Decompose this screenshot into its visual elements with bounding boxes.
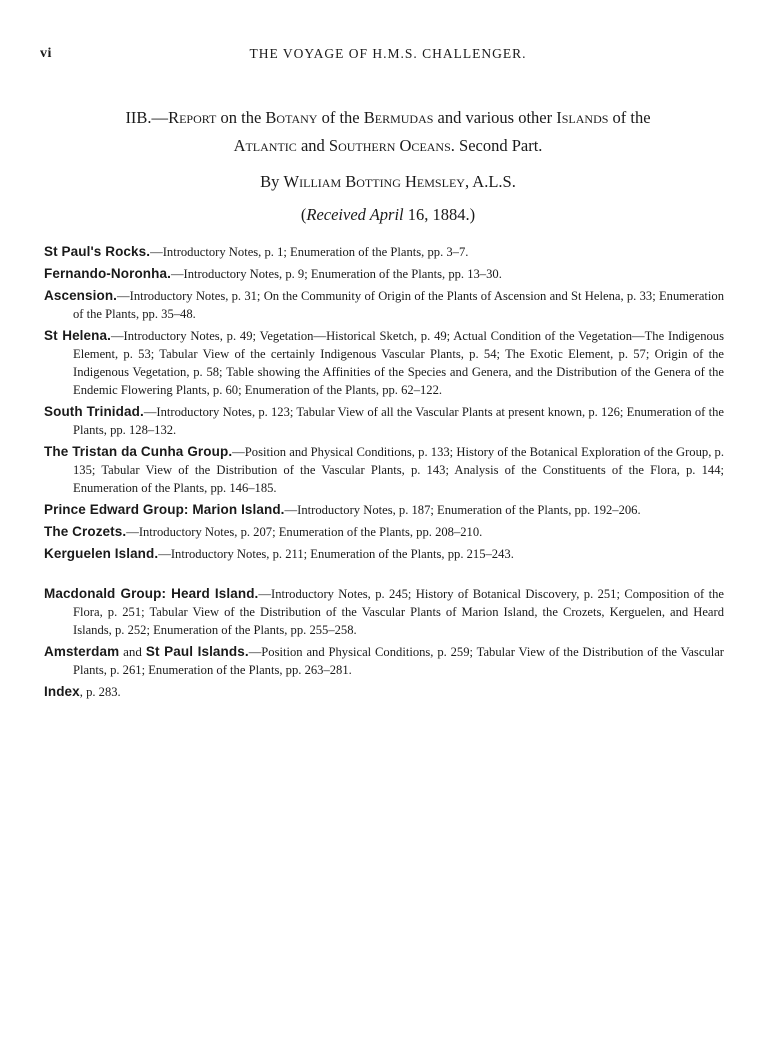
contents-entry-index [44,683,724,701]
entry-text: —Introductory Notes, p. 245; History of Botanical Discovery, p. 251; Composition of the Flora, p. 251; Tabular View of the Distribution of the Vascular Plants of Marion Island, the Crozets, Kerguelen, and Heard Islands, p. 252; Enumeration of the Plants, pp. 255–258. [73,587,724,637]
title-fragment: of the [608,108,651,127]
entry-heading: The Crozets. [44,524,127,539]
entry-heading: South Trinidad. [44,404,144,419]
contents-entry-macdonald-group [44,585,724,639]
entry-text: —Introductory Notes, p. 211; Enumeration of the Plants, pp. 215–243. [158,547,514,561]
entry-heading: Kerguelen Island. [44,546,159,561]
title-word-southern-oceans: Southern Oceans [328,136,451,155]
received-date [40,205,736,225]
title-word-islands: Islands [556,108,609,127]
contents-list [44,243,724,701]
contents-entry-prince-edward-group [44,501,724,519]
byline-prefix: By [260,172,284,191]
author-credentials: , A.L.S. [464,172,516,191]
report-title-line-2 [40,132,736,160]
entry-text: —Introductory Notes, p. 187; Enumeration of the Plants, pp. 192–206. [284,503,641,517]
entry-heading-join: and [119,644,146,659]
entry-heading: Ascension. [44,288,118,303]
title-fragment: and [296,136,329,155]
title-word-botany: Botany [265,108,318,127]
entry-text: —Introductory Notes, p. 1; Enumeration of the Plants, pp. 3–7. [150,245,469,259]
title-word-report: Report [168,108,217,127]
received-open-paren: ( [300,205,307,224]
report-title-line-1 [40,104,736,132]
report-number: IIB.— [125,108,169,127]
contents-entry-tristan-da-cunha [44,443,724,497]
contents-entry-ascension [44,287,724,323]
received-date-value: 16, 1884.) [403,205,476,224]
entry-heading: St Helena. [44,328,111,343]
entry-text: —Introductory Notes, p. 123; Tabular View of all the Vascular Plants at present known, p. 126; Enumeration of the Plants, pp. 128–132. [73,405,724,437]
contents-entry-st-helena [44,327,724,399]
byline [40,172,736,192]
entry-text: —Position and Physical Conditions, p. 133; History of the Botanical Exploration of the Group, p. 135; Tabular View of the Distribution of the Vascular Plants, p. 143; Analysis of the Constituents of the Flora, p. 144; Enumeration of the Plants, pp. 146–185. [73,445,724,495]
title-word-atlantic: Atlantic [233,136,297,155]
entry-heading-second: St Paul Islands. [145,644,249,659]
entry-text: —Introductory Notes, p. 207; Enumeration of the Plants, pp. 208–210. [126,525,483,539]
page-number: vi [40,46,52,61]
entry-text: —Introductory Notes, p. 49; Vegetation—Historical Sketch, p. 49; Actual Condition of the Vegetation—The Indigenous Element, p. 53; Tabular View of the certainly Indigenous Vascular Plants, p. 54; The Exotic Element, p. 57; Origin of the Indigenous Vegetation, p. 58; Table showing the Affinities of the Species and Genera, and the Distribution of the Genera of the Endemic Flowering Plants, p. 60; Enumeration of the Plants, pp. 62–122. [73,329,724,397]
contents-entry-st-pauls-rocks [44,243,724,261]
title-second-part: . Second Part. [450,136,543,155]
title-fragment: of the [317,108,364,127]
entry-text: —Position and Physical Conditions, p. 259; Tabular View of the Distribution of the Vascular Plants, p. 261; Enumeration of the Plants, pp. 263–281. [73,645,724,677]
received-label: Received April [306,205,404,224]
entry-heading: St Paul's Rocks. [44,244,151,259]
contents-entry-south-trinidad [44,403,724,439]
contents-entry-amsterdam-st-paul [44,643,724,679]
report-title [40,104,736,160]
contents-entry-crozets [44,523,724,541]
author-name: William Botting Hemsley [283,172,465,191]
entry-heading: Amsterdam [44,644,120,659]
title-fragment: and various other [433,108,557,127]
title-fragment: on the [216,108,266,127]
contents-entry-fernando-noronha [44,265,724,283]
title-word-bermudas: Bermudas [363,108,434,127]
contents-entry-kerguelen [44,545,724,563]
entry-heading: Prince Edward Group: Marion Island. [44,502,285,517]
entry-text: , p. 283. [79,685,121,699]
entry-heading: The Tristan da Cunha Group. [44,444,233,459]
entry-heading: Index [44,684,80,699]
running-head [40,46,736,66]
entry-heading: Macdonald Group: Heard Island. [44,586,259,601]
entry-heading: Fernando-Noronha. [44,266,171,281]
entry-text: —Introductory Notes, p. 31; On the Community of Origin of the Plants of Ascension and St Helena, p. 33; Enumeration of the Plants, pp. 35–48. [73,289,724,321]
entry-text: —Introductory Notes, p. 9; Enumeration of the Plants, pp. 13–30. [170,267,502,281]
running-title: THE VOYAGE OF H.M.S. CHALLENGER. [249,46,527,61]
